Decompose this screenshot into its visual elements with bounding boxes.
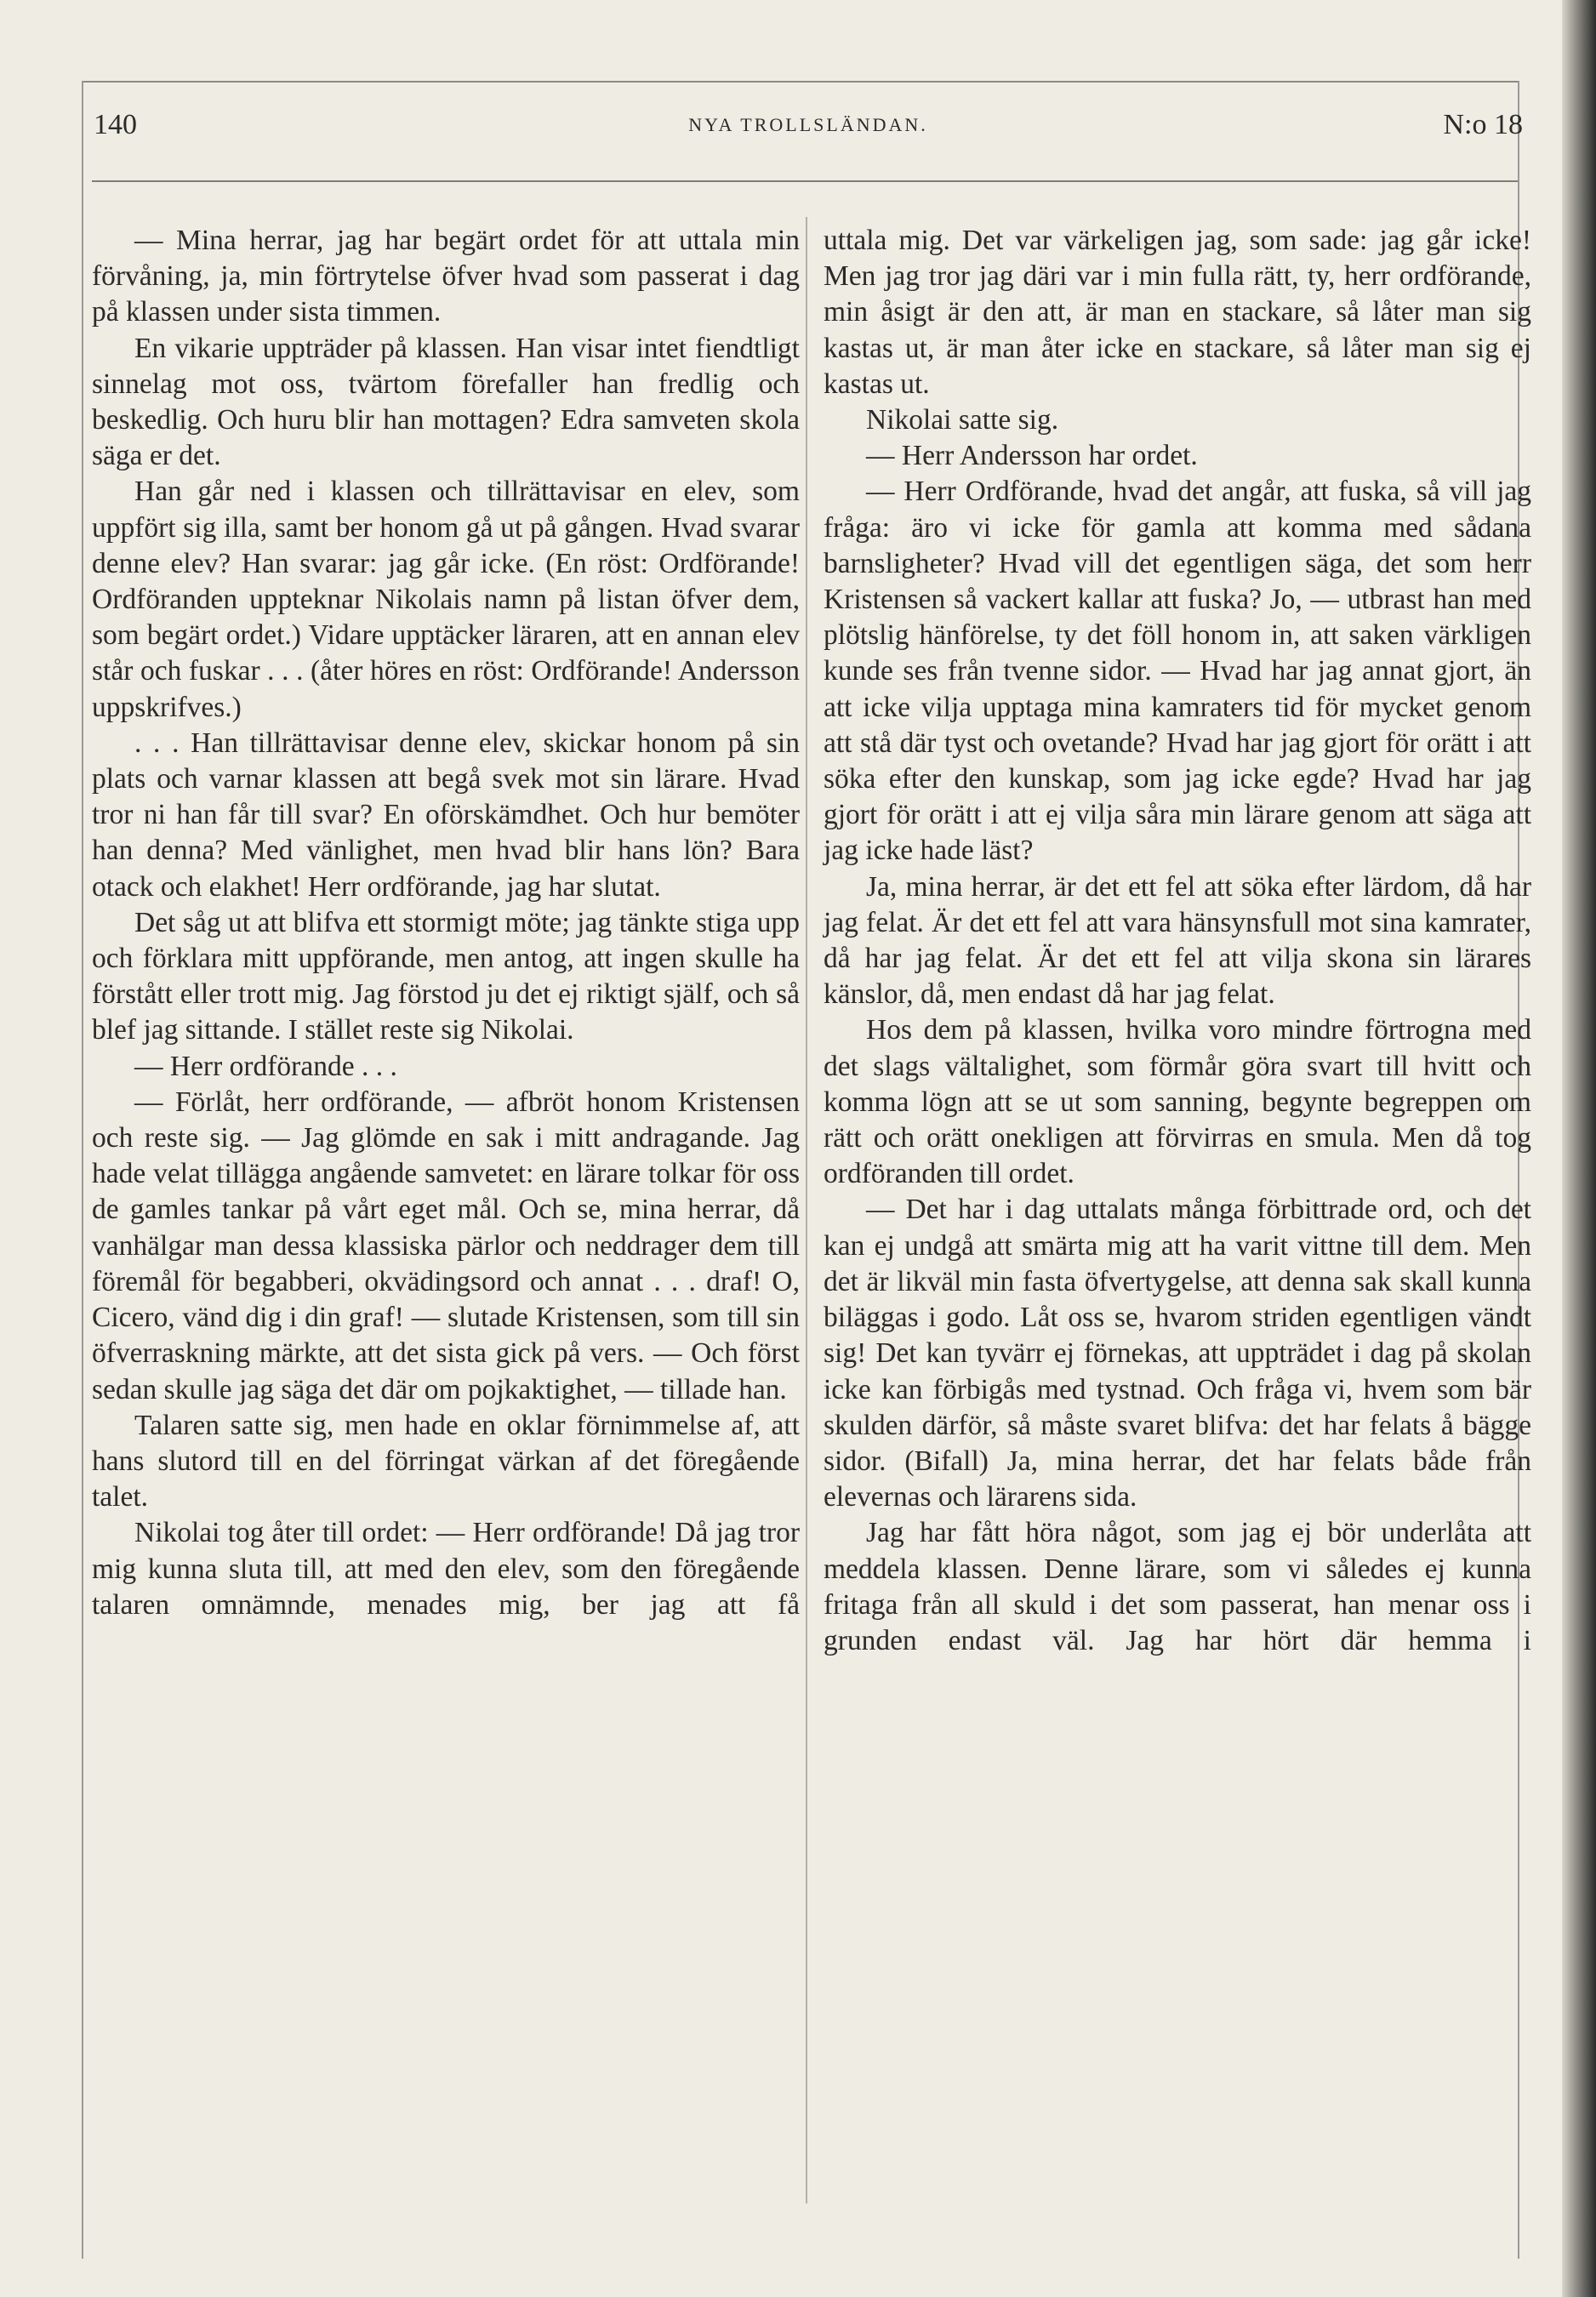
frame-top-line <box>82 81 1519 83</box>
issue-number: N:o 18 <box>1443 109 1523 140</box>
paragraph: — Herr ordförande . . . <box>134 1050 397 1082</box>
paragraph: Nikolai tog åter till ordet: — Herr ordförande! Då jag tror mig kunna sluta till, att med den elev, som den föregående talaren omnämnde, menades mig, ber jag att få <box>92 1517 800 1621</box>
right-column <box>824 223 1531 1659</box>
journal-title: NYA TROLLSLÄNDAN. <box>688 114 928 135</box>
paragraph: — Herr Ordförande, hvad det angår, att fuska, så vill jag fråga: äro vi icke för gamla att komma med sådana barnsligheter? Hvad vill det egentligen säga, det som herr Kristensen så vackert kallar att fuska? Jo, — utbrast han med plötslig hänförelse, ty det föll honom in, att saken värkligen kunde ses från tvenne sidor. — Hvad har jag annat gjort, än att icke vilja upptaga mina kamraters tid för mycket genom att stå där tyst och ovetande? Hvad har jag gjort för orätt i att söka efter den kunskap, som jag icke egde? Hvad har jag gjort för orätt i att ej vilja såra min lärare genom att säga att jag icke hade läst? <box>824 476 1531 867</box>
paragraph: — Det har i dag uttalats många förbittrade ord, och det kan ej undgå att smärta mig att ha varit vittne till dem. Men det är likväl min fasta öfvertygelse, att denna sak skall kunna biläggas i godo. Låt oss se, hvarom striden egentligen vändt sig! Det kan tyvärr ej förnekas, att uppträdet i dag på skolan icke kan förbigås med tystnad. Och fråga vi, hvem som bär skulden därför, så måste svaret blifva: det har felats å bägge sidor. (Bifall) Ja, mina herrar, det har felats både från elevernas och lärarens sida. <box>824 1194 1531 1513</box>
page-header <box>94 109 1523 157</box>
page-number: 140 <box>94 109 137 140</box>
paragraph: Det såg ut att blifva ett stormigt möte; jag tänkte stiga upp och förklara mitt uppförande, men antog, att ingen skulle ha förstått eller trott mig. Jag förstod ju det ej riktigt själf, och så blef jag sittande. I stället reste sig Nikolai. <box>92 906 800 1046</box>
column-divider <box>806 217 807 2203</box>
left-column <box>92 223 800 1623</box>
paragraph: — Mina herrar, jag har begärt ordet för att uttala min förvåning, ja, min förtrytelse öfver hvad som passerat i dag på klassen under sista timmen. <box>92 225 800 328</box>
paragraph: Hos dem på klassen, hvilka voro mindre förtrogna med det slags vältalighet, som förmår göra svart till hvitt och komma lögn att se ut som sanning, begynte begreppen om rätt och orätt onekligen att förvirras en smula. Men då tog ordföranden till ordet. <box>824 1014 1531 1190</box>
paragraph: . . . Han tillrättavisar denne elev, skickar honom på sin plats och varnar klassen att begå svek mot sin lärare. Hvad tror ni han får till svar? En oförskämdhet. Och hur bemöter han denna? Med vänlighet, men hvad blir hans lön? Bara otack och elakhet! Herr ordförande, jag har slutat. <box>92 727 800 903</box>
paragraph: — Herr Andersson har ordet. <box>866 440 1198 472</box>
paragraph: uttala mig. Det var värkeligen jag, som sade: jag går icke! Men jag tror jag däri var i min fulla rätt, ty, herr ordförande, min åsigt är den att, är man en stackare, så låter man sig kastas ut, är man åter icke en stackare, så låter man sig ej kastas ut. <box>824 225 1531 400</box>
page-edge-shadow <box>1562 0 1596 2297</box>
paragraph: — Förlåt, herr ordförande, — afbröt honom Kristensen och reste sig. — Jag glömde en sak i mitt andragande. Jag hade velat tillägga angående samvetet: en lärare tolkar för oss de gamles tankar på vårt eget mål. Och se, mina herrar, då vanhälgar man dessa klassiska pärlor och neddrager dem till föremål för begabberi, okvädingsord och annat . . . draf! O, Cicero, vänd dig i din graf! — slutade Kristensen, som till sin öfverraskning märkte, att det sista gick på vers. — Och först sedan skulle jag säga det där om pojkaktighet, — tillade han. <box>92 1086 800 1405</box>
paragraph: Nikolai satte sig. <box>866 404 1059 436</box>
frame-left-line <box>82 81 83 2259</box>
paragraph: Han går ned i klassen och tillrättavisar en elev, som uppfört sig illa, samt ber honom gå ut på gången. Hvad svarar denne elev? Han svarar: jag går icke. (En röst: Ordförande! Ordföranden uppteknar Nikolais namn på listan öfver dem, som begärt ordet.) Vidare upptäcker läraren, att en annan elev står och fuskar . . . (åter höres en röst: Ordförande! Andersson uppskrifves.) <box>92 476 800 723</box>
paragraph: Talaren satte sig, men hade en oklar förnimmelse af, att hans slutord till en del förringat värkan af det föregående talet. <box>92 1409 800 1513</box>
paragraph: Ja, mina herrar, är det ett fel att söka efter lärdom, då har jag felat. Är det ett fel att vara hänsynsfull mot sina kamrater, då har jag felat. Är det ett fel att vilja skona sin lärares känslor, då, men endast då har jag felat. <box>824 870 1531 1011</box>
header-rule <box>92 180 1518 182</box>
paragraph: En vikarie uppträder på klassen. Han visar intet fiendtligt sinnelag mot oss, tvärtom förefaller han fredlig och beskedlig. Och huru blir han mottagen? Edra samveten skola säga er det. <box>92 332 800 472</box>
paragraph: Jag har fått höra något, som jag ej bör underlåta att meddela klassen. Denne lärare, som vi således ej kunna fritaga från all skuld i det som passerat, han menar oss i grunden endast väl. Jag har hört där hemma i <box>824 1517 1531 1656</box>
